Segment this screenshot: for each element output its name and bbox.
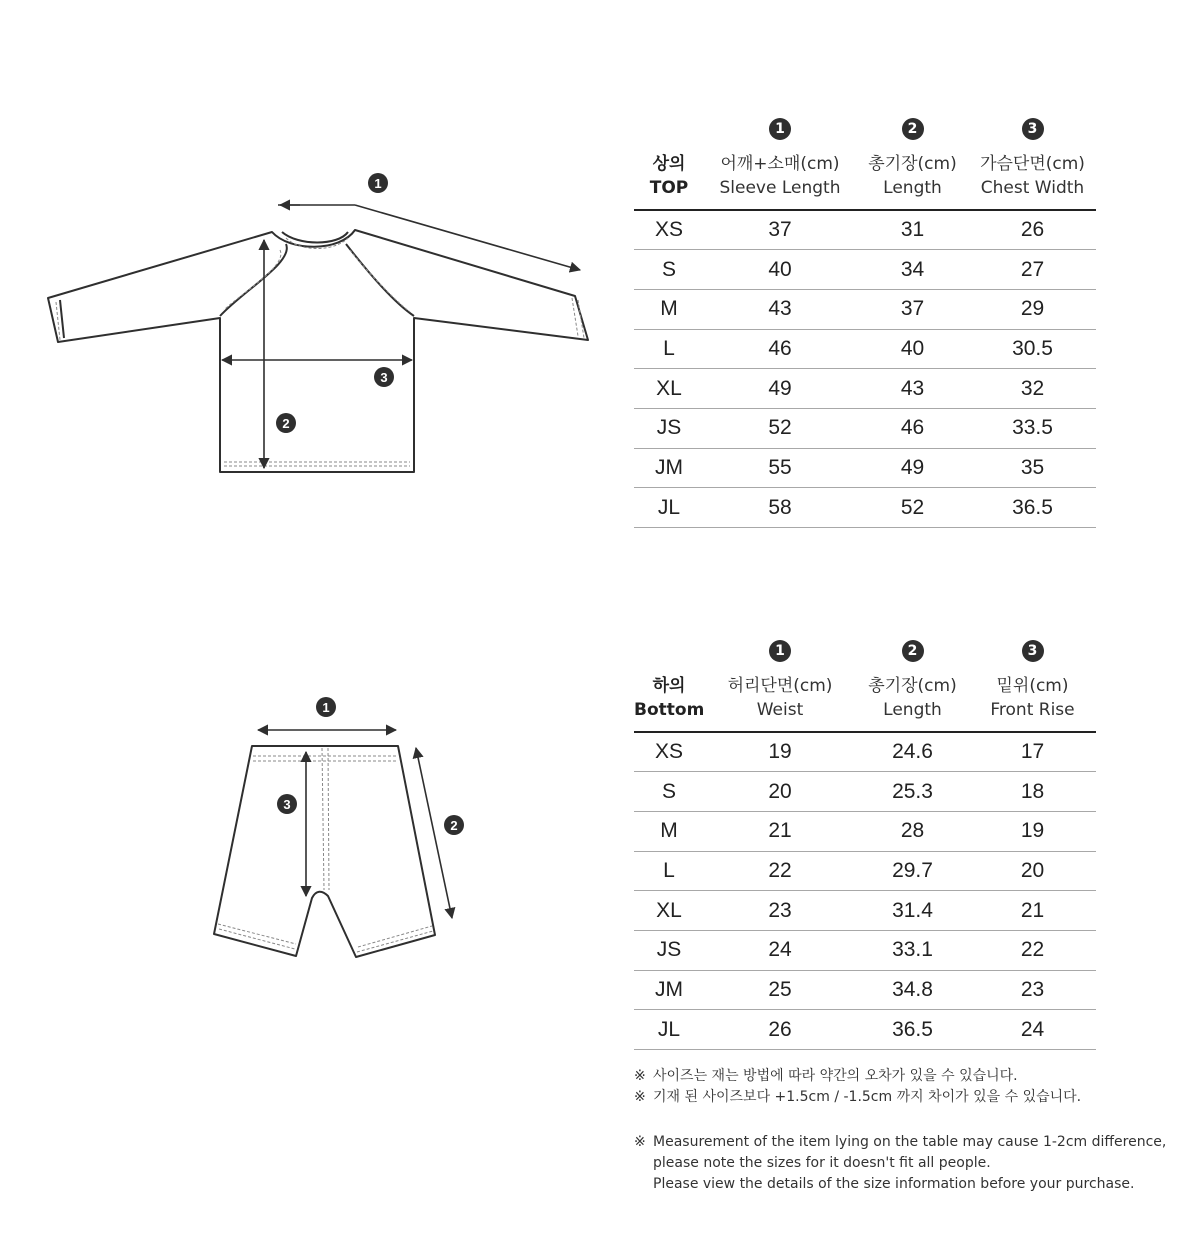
value-cell: 29 [969, 289, 1096, 329]
note-line: ※ 기재 된 사이즈보다 +1.5cm / -1.5cm 까지 차이가 있을 수 있습니다. [634, 1087, 1174, 1108]
column-header-waist: 허리단면(cm) Weist [704, 664, 856, 732]
value-cell: 36.5 [856, 1010, 969, 1050]
label-badge-3 [277, 794, 297, 814]
table-row [634, 488, 1096, 528]
svg-text:3: 3 [380, 370, 388, 385]
value-cell: 46 [856, 408, 969, 448]
size-cell: XL [634, 891, 704, 931]
notes-korean [634, 1066, 1174, 1108]
size-cell: JL [634, 488, 704, 528]
column-header-row [634, 142, 1096, 210]
column-header-row [634, 664, 1096, 732]
note-line: ※ 사이즈는 재는 방법에 따라 약간의 오차가 있을 수 있습니다. [634, 1066, 1174, 1087]
value-cell: 33.5 [969, 408, 1096, 448]
value-cell: 35 [969, 448, 1096, 488]
value-cell: 49 [704, 369, 856, 409]
size-cell: XS [634, 210, 704, 250]
value-cell: 19 [704, 732, 856, 772]
size-cell: M [634, 289, 704, 329]
size-cell: L [634, 851, 704, 891]
column-number-row [634, 634, 1096, 664]
column-header-length: 총기장(cm) Length [856, 142, 969, 210]
column-number-row [634, 112, 1096, 142]
size-cell: JS [634, 930, 704, 970]
value-cell: 34 [856, 250, 969, 290]
table-row [634, 250, 1096, 290]
value-cell: 37 [704, 210, 856, 250]
value-cell: 40 [704, 250, 856, 290]
value-cell: 24 [704, 930, 856, 970]
value-cell: 58 [704, 488, 856, 528]
value-cell: 22 [704, 851, 856, 891]
value-cell: 21 [969, 891, 1096, 931]
svg-text:1: 1 [322, 700, 330, 715]
value-cell: 23 [969, 970, 1096, 1010]
size-cell: XL [634, 369, 704, 409]
value-cell: 34.8 [856, 970, 969, 1010]
shorts-stitching [218, 748, 433, 952]
table-row [634, 811, 1096, 851]
table-row [634, 448, 1096, 488]
value-cell: 23 [704, 891, 856, 931]
column-header-length: 총기장(cm) Length [856, 664, 969, 732]
table-row [634, 851, 1096, 891]
size-cell: S [634, 250, 704, 290]
value-cell: 33.1 [856, 930, 969, 970]
value-cell: 49 [856, 448, 969, 488]
value-cell: 21 [704, 811, 856, 851]
value-cell: 29.7 [856, 851, 969, 891]
svg-text:1: 1 [374, 176, 382, 191]
value-cell: 31.4 [856, 891, 969, 931]
value-cell: 52 [704, 408, 856, 448]
table-row [634, 369, 1096, 409]
sleeve-length-arrow [278, 205, 580, 270]
table-row [634, 772, 1096, 812]
size-cell: JM [634, 970, 704, 1010]
value-cell: 19 [969, 811, 1096, 851]
label-badge-3 [374, 367, 394, 387]
size-cell: S [634, 772, 704, 812]
table-row [634, 930, 1096, 970]
column-badge: 2 [902, 640, 924, 662]
column-header-chest-width: 가슴단면(cm) Chest Width [969, 142, 1096, 210]
value-cell: 43 [856, 369, 969, 409]
value-cell: 24.6 [856, 732, 969, 772]
shorts-measure-lines [258, 730, 452, 918]
note-line: ※ Measurement of the item lying on the table may cause 1-2cm difference, please note the sizes for it doesn't fit all people. Please view the details of the size information before your purchase. [634, 1132, 1174, 1195]
value-cell: 20 [704, 772, 856, 812]
table-row [634, 732, 1096, 772]
note-mark: ※ [634, 1134, 646, 1150]
size-cell: JM [634, 448, 704, 488]
size-cell: XS [634, 732, 704, 772]
category-header: 상의 TOP [634, 142, 704, 210]
size-cell: JS [634, 408, 704, 448]
size-cell: JL [634, 1010, 704, 1050]
table-row [634, 289, 1096, 329]
top-size-table [634, 112, 1096, 528]
shorts-outline [214, 746, 435, 957]
value-cell: 22 [969, 930, 1096, 970]
note-mark: ※ [634, 1089, 646, 1105]
column-badge: 1 [769, 640, 791, 662]
shirt-outline [48, 230, 588, 472]
shorts-length-arrow [416, 748, 452, 918]
value-cell: 36.5 [969, 488, 1096, 528]
label-badge-2 [276, 413, 296, 433]
shirt-labels [276, 173, 394, 433]
column-badge: 1 [769, 118, 791, 140]
value-cell: 17 [969, 732, 1096, 772]
value-cell: 28 [856, 811, 969, 851]
size-cell: L [634, 329, 704, 369]
value-cell: 46 [704, 329, 856, 369]
value-cell: 18 [969, 772, 1096, 812]
value-cell: 31 [856, 210, 969, 250]
value-cell: 55 [704, 448, 856, 488]
top-garment-diagram [0, 160, 620, 500]
column-badge: 2 [902, 118, 924, 140]
value-cell: 43 [704, 289, 856, 329]
notes-english [634, 1132, 1174, 1195]
table-row [634, 408, 1096, 448]
column-badge: 3 [1022, 640, 1044, 662]
column-badge: 3 [1022, 118, 1044, 140]
value-cell: 37 [856, 289, 969, 329]
label-badge-1 [316, 697, 336, 717]
value-cell: 30.5 [969, 329, 1096, 369]
value-cell: 26 [969, 210, 1096, 250]
svg-text:2: 2 [450, 818, 458, 833]
table-row [634, 891, 1096, 931]
value-cell: 32 [969, 369, 1096, 409]
bottom-garment-diagram [0, 680, 620, 980]
value-cell: 26 [704, 1010, 856, 1050]
table-row [634, 1010, 1096, 1050]
column-header-sleeve-length: 어깨+소매(cm) Sleeve Length [704, 142, 856, 210]
value-cell: 25.3 [856, 772, 969, 812]
shorts-labels [277, 697, 464, 835]
column-header-front-rise: 밑위(cm) Front Rise [969, 664, 1096, 732]
value-cell: 24 [969, 1010, 1096, 1050]
label-badge-1 [368, 173, 388, 193]
table-row [634, 970, 1096, 1010]
size-cell: M [634, 811, 704, 851]
value-cell: 52 [856, 488, 969, 528]
label-badge-2 [444, 815, 464, 835]
category-header: 하의 Bottom [634, 664, 704, 732]
value-cell: 20 [969, 851, 1096, 891]
note-mark: ※ [634, 1068, 646, 1084]
value-cell: 25 [704, 970, 856, 1010]
value-cell: 27 [969, 250, 1096, 290]
svg-text:3: 3 [283, 797, 291, 812]
bottom-size-table [634, 634, 1096, 1050]
value-cell: 40 [856, 329, 969, 369]
svg-text:2: 2 [282, 416, 290, 431]
table-row [634, 329, 1096, 369]
table-row [634, 210, 1096, 250]
